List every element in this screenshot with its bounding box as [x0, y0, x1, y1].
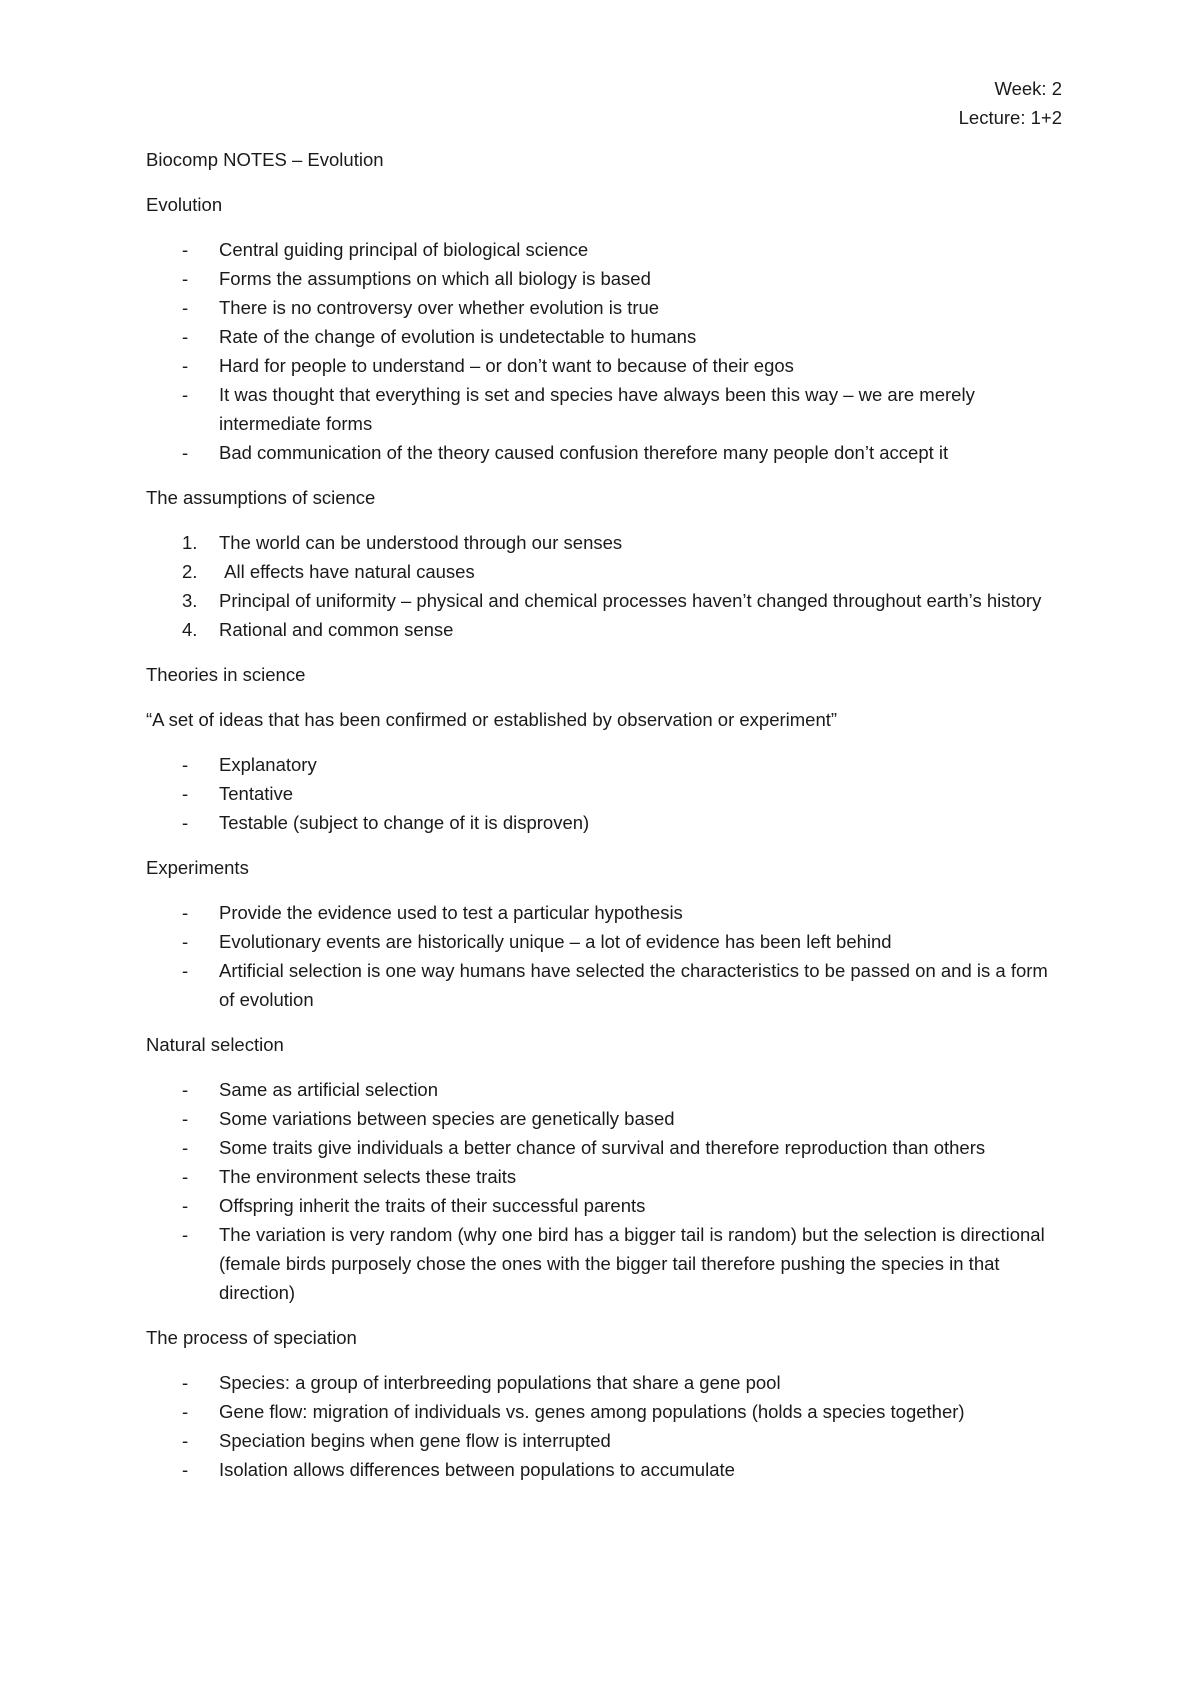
list-item-text: Central guiding principal of biological science: [219, 239, 589, 260]
list-item: [146, 438, 1066, 467]
list-item-text: Evolutionary events are historically unique – a lot of evidence has been left behind: [219, 931, 892, 952]
list-item: [146, 264, 1066, 293]
list-item: [146, 235, 1066, 264]
list-item-text: The world can be understood through our senses: [219, 532, 623, 553]
list-item: [146, 528, 1066, 557]
list-item-text: The variation is very random (why one bird has a bigger tail is random) but the selection is directional (female birds purposely chose the ones with the bigger tail therefore pushing the species in that direction): [219, 1224, 1045, 1303]
list-item: [146, 956, 1066, 1014]
list-item-text: Hard for people to understand – or don’t want to because of their egos: [219, 355, 794, 376]
list-item-text: Some traits give individuals a better chance of survival and therefore reproduction than others: [219, 1137, 986, 1158]
list-item-text: Forms the assumptions on which all biology is based: [219, 268, 651, 289]
dash-bullet: -: [182, 754, 189, 775]
list-item-text: All effects have natural causes: [219, 561, 475, 582]
list-item: [146, 1455, 1066, 1484]
section-heading-speciation: The process of speciation: [146, 1327, 357, 1348]
list-item: [146, 380, 1066, 438]
evolution-list: [146, 235, 1066, 467]
section-heading-experiments: Experiments: [146, 857, 249, 878]
dash-bullet: -: [182, 1224, 189, 1245]
dash-bullet: -: [182, 783, 189, 804]
dash-bullet: -: [182, 297, 189, 318]
section-heading-assumptions: The assumptions of science: [146, 487, 376, 508]
dash-bullet: -: [182, 1430, 189, 1451]
list-item: [146, 750, 1066, 779]
section-heading-natural-selection: Natural selection: [146, 1034, 284, 1055]
dash-bullet: -: [182, 1108, 189, 1129]
list-item-text: Explanatory: [219, 754, 317, 775]
list-item-text: Species: a group of interbreeding populations that share a gene pool: [219, 1372, 781, 1393]
list-item: [146, 779, 1066, 808]
list-item-text: There is no controversy over whether evolution is true: [219, 297, 660, 318]
list-item-text: Principal of uniformity – physical and chemical processes haven’t changed throughout earth’s history: [219, 590, 1042, 611]
list-item: [146, 927, 1066, 956]
list-item-text: Offspring inherit the traits of their successful parents: [219, 1195, 646, 1216]
section-heading-theories: Theories in science: [146, 664, 306, 685]
list-item-text: Gene flow: migration of individuals vs. genes among populations (holds a species together): [219, 1401, 965, 1422]
list-item: [146, 1191, 1066, 1220]
list-item-text: Same as artificial selection: [219, 1079, 439, 1100]
dash-bullet: -: [182, 355, 189, 376]
document-title: Biocomp NOTES – Evolution: [146, 149, 384, 170]
theories-list: [146, 750, 1066, 837]
list-item: [146, 586, 1066, 615]
dash-bullet: -: [182, 1401, 189, 1422]
dash-bullet: -: [182, 931, 189, 952]
week-label: Week: 2: [994, 78, 1062, 99]
assumptions-list: [146, 528, 1066, 644]
list-number: 4.: [182, 619, 198, 640]
list-item-text: Bad communication of the theory caused confusion therefore many people don’t accept it: [219, 442, 949, 463]
speciation-list: [146, 1368, 1066, 1484]
list-item: [146, 1397, 1066, 1426]
experiments-list: [146, 898, 1066, 1014]
list-item: [146, 351, 1066, 380]
list-number: 3.: [182, 590, 198, 611]
list-item-text: Speciation begins when gene flow is interrupted: [219, 1430, 611, 1451]
list-item-text: Some variations between species are genetically based: [219, 1108, 675, 1129]
dash-bullet: -: [182, 384, 189, 405]
list-item-text: Rate of the change of evolution is undetectable to humans: [219, 326, 697, 347]
dash-bullet: -: [182, 268, 189, 289]
theory-definition-quote: “A set of ideas that has been confirmed or established by observation or experiment”: [146, 709, 838, 730]
dash-bullet: -: [182, 442, 189, 463]
page-header: [959, 74, 1062, 132]
dash-bullet: -: [182, 1195, 189, 1216]
list-item: [146, 1104, 1066, 1133]
list-item-text: Tentative: [219, 783, 294, 804]
list-item: [146, 1162, 1066, 1191]
list-item: [146, 293, 1066, 322]
list-item: [146, 615, 1066, 644]
list-item-text: Artificial selection is one way humans have selected the characteristics to be passed on and is a form of evolution: [219, 960, 1048, 1010]
list-item-text: Isolation allows differences between populations to accumulate: [219, 1459, 735, 1480]
list-item-text: The environment selects these traits: [219, 1166, 517, 1187]
list-item: [146, 1426, 1066, 1455]
dash-bullet: -: [182, 812, 189, 833]
list-number: 1.: [182, 532, 198, 553]
list-item: [146, 557, 1066, 586]
lecture-label: Lecture: 1+2: [958, 107, 1062, 128]
dash-bullet: -: [182, 960, 189, 981]
dash-bullet: -: [182, 1459, 189, 1480]
list-item-text: Rational and common sense: [219, 619, 454, 640]
list-item-text: Testable (subject to change of it is disproven): [219, 812, 590, 833]
dash-bullet: -: [182, 1137, 189, 1158]
list-item: [146, 1133, 1066, 1162]
list-item: [146, 808, 1066, 837]
section-heading-evolution: Evolution: [146, 194, 223, 215]
list-item-text: It was thought that everything is set and species have always been this way – we are merely intermediate forms: [219, 384, 975, 434]
list-number: 2.: [182, 561, 198, 582]
list-item: [146, 898, 1066, 927]
dash-bullet: -: [182, 1166, 189, 1187]
dash-bullet: -: [182, 239, 189, 260]
dash-bullet: -: [182, 326, 189, 347]
list-item: [146, 1075, 1066, 1104]
list-item: [146, 1220, 1066, 1307]
document-body: [146, 145, 1066, 1500]
dash-bullet: -: [182, 1079, 189, 1100]
natural-selection-list: [146, 1075, 1066, 1307]
list-item-text: Provide the evidence used to test a particular hypothesis: [219, 902, 683, 923]
dash-bullet: -: [182, 902, 189, 923]
list-item: [146, 1368, 1066, 1397]
dash-bullet: -: [182, 1372, 189, 1393]
list-item: [146, 322, 1066, 351]
